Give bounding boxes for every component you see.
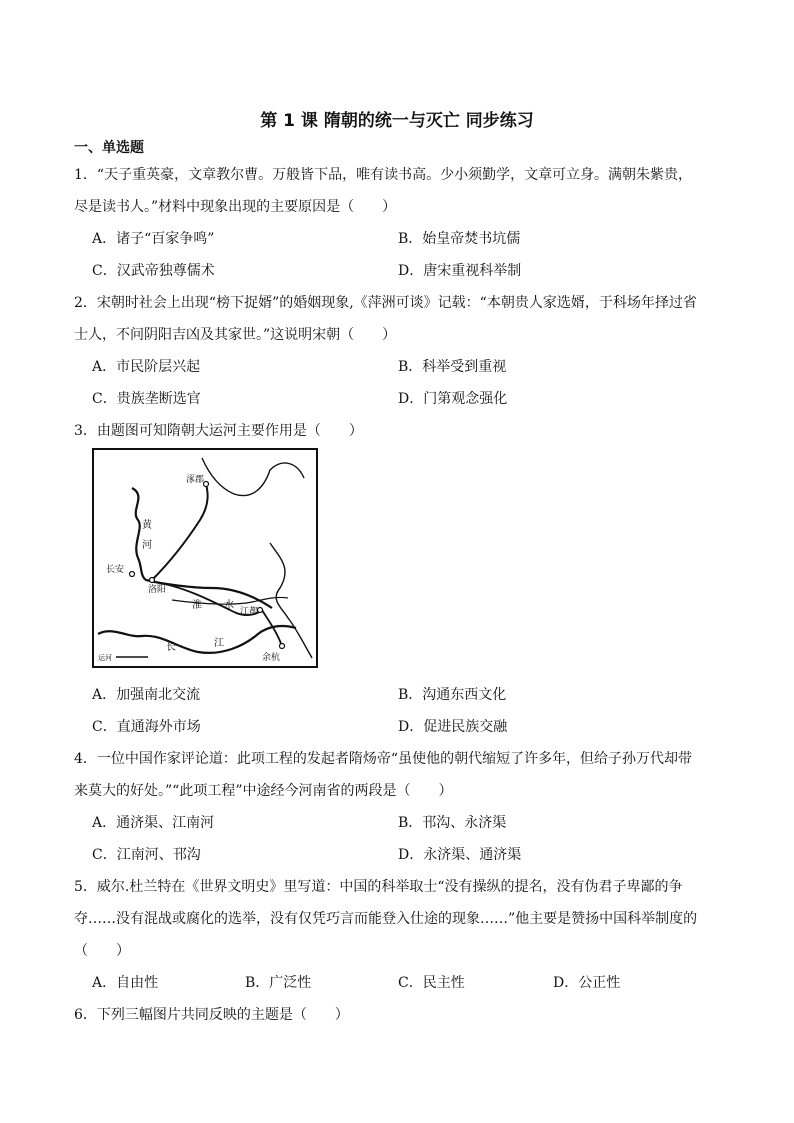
label-luoyang: 洛阳 bbox=[148, 585, 167, 595]
legend-canal-label: 运河 bbox=[98, 654, 112, 662]
question-4-option-b: B．邗沟、永济渠 bbox=[398, 815, 507, 831]
label-chang: 长 bbox=[166, 642, 176, 653]
question-2-line-1: 2．宋朝时社会上出现“榜下捉婿”的婚姻现象,《萍洲可谈》记载：“本朝贵人家选婿，于科场年择过省 bbox=[74, 295, 697, 311]
label-jiangdu: 江都 bbox=[240, 607, 259, 617]
luoyang-dot bbox=[150, 578, 155, 583]
question-5-line-2: 夺……没有混战或腐化的选举，没有仅凭巧言而能登入仕途的现象……”他主要是赞扬中国科举制度的 bbox=[74, 911, 698, 927]
label-yuhang: 余杭 bbox=[262, 653, 281, 663]
question-3-option-a: A．加强南北交流 bbox=[92, 687, 201, 703]
question-1-option-c: C．汉武帝独尊儒术 bbox=[92, 263, 215, 279]
question-6-line-1: 6．下列三幅图片共同反映的主题是（ ） bbox=[74, 1007, 349, 1023]
question-5-option-b: B．广泛性 bbox=[245, 975, 312, 991]
section-heading: 一、单选题 bbox=[74, 140, 144, 156]
question-5-option-c: C．民主性 bbox=[398, 975, 465, 991]
question-1-option-b: B．始皇帝焚书坑儒 bbox=[398, 231, 521, 247]
page-title: 第 1 课 隋朝的统一与灭亡 同步练习 bbox=[260, 111, 534, 131]
question-2-option-c: C．贵族垄断选官 bbox=[92, 391, 201, 407]
label-zhuojun: 涿郡 bbox=[186, 475, 205, 485]
question-1-option-d: D．唐宋重视科举制 bbox=[398, 263, 522, 279]
zhuojun-dot bbox=[204, 482, 209, 487]
label-he: 河 bbox=[142, 540, 152, 551]
question-4-option-c: C．江南河、邗沟 bbox=[92, 847, 201, 863]
question-5-option-a: A．自由性 bbox=[92, 975, 159, 991]
question-1-line-1: 1．“天子重英豪，文章教尔曹。万般皆下品，唯有读书高。少小须勤学，文章可立身。满朝朱紫贵， bbox=[74, 167, 693, 183]
question-3-line-1: 3．由题图可知隋朝大运河主要作用是（ ） bbox=[74, 423, 363, 439]
question-1-line-2: 尽是读书人。”材料中现象出现的主要原因是（ ） bbox=[74, 199, 397, 215]
label-changan: 长安 bbox=[106, 565, 125, 575]
changan-dot bbox=[130, 572, 135, 577]
question-4-option-a: A．通济渠、江南河 bbox=[92, 815, 215, 831]
question-5-line-3: （ ） bbox=[74, 943, 130, 959]
question-2-option-b: B．科举受到重视 bbox=[398, 359, 507, 375]
question-2-option-a: A．市民阶层兴起 bbox=[92, 359, 201, 375]
question-2-line-2: 士人，不问阴阳吉凶及其家世。”这说明宋朝（ ） bbox=[74, 327, 397, 343]
question-4-line-1: 4．一位中国作家评论道：此项工程的发起者隋炀帝“虽使他的朝代缩短了许多年，但给子孙万代却带 bbox=[74, 751, 693, 767]
grand-canal-map bbox=[92, 448, 318, 668]
question-3-option-c: C．直通海外市场 bbox=[92, 719, 201, 735]
question-3-option-b: B．沟通东西文化 bbox=[398, 687, 507, 703]
yuhang-dot bbox=[280, 644, 285, 649]
question-2-option-d: D．门第观念强化 bbox=[398, 391, 508, 407]
question-3-option-d: D．促进民族交融 bbox=[398, 719, 508, 735]
label-jiang: 江 bbox=[214, 638, 224, 649]
question-5-line-1: 5．威尔.杜兰特在《世界文明史》里写道：中国的科举取士“没有操纵的提名，没有伪君子卑鄙的争 bbox=[74, 879, 683, 895]
question-1-option-a: A．诸子“百家争鸣” bbox=[92, 231, 215, 247]
question-5-option-d: D．公正性 bbox=[553, 975, 621, 991]
label-huang: 黄 bbox=[142, 520, 152, 531]
label-huai: 淮 bbox=[192, 600, 202, 611]
jiangdu-dot bbox=[258, 608, 263, 613]
question-4-option-d: D．永济渠、通济渠 bbox=[398, 847, 522, 863]
label-shui: 水 bbox=[224, 600, 234, 611]
question-4-line-2: 来莫大的好处。”“此项工程”中途经今河南省的两段是（ ） bbox=[74, 783, 453, 799]
